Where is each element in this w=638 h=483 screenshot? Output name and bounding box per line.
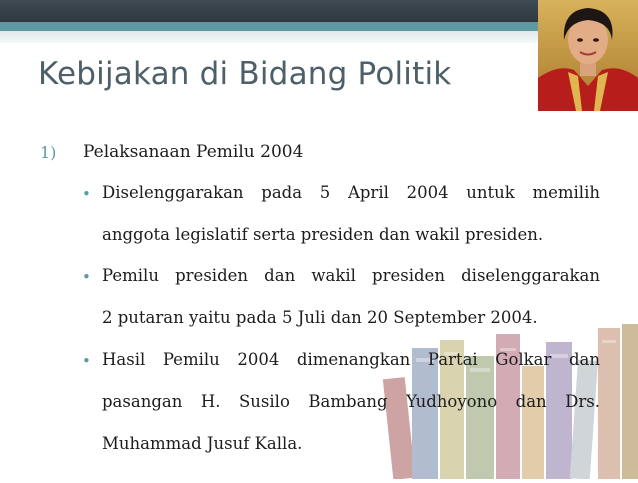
bullet-3-line-2: pasangan H. Susilo Bambang Yudhoyono dan Drs.	[102, 392, 600, 411]
bullet-2-line-2: 2 putaran yaitu pada 5 Juli dan 20 September 2004.	[102, 308, 538, 327]
bullet-1-line-2: anggota legislatif serta presiden dan wakil presiden.	[102, 225, 544, 244]
bullet-marker: •	[82, 185, 91, 203]
bullet-marker: •	[82, 352, 91, 370]
bullet-2-line-1: Pemilu presiden dan wakil presiden diselenggarakan	[102, 266, 600, 285]
bullet-3-line-1: Hasil Pemilu 2004 dimenangkan Partai Golkar dan	[102, 350, 600, 369]
item-number: 1)	[40, 143, 57, 162]
bullet-marker: •	[82, 268, 91, 286]
bullet-3-line-3: Muhammad Jusuf Kalla.	[102, 434, 303, 453]
bullet-1-line-1: Diselenggarakan pada 5 April 2004 untuk memilih	[102, 183, 600, 202]
slide-title: Kebijakan di Bidang Politik	[38, 56, 452, 92]
item-heading: Pelaksanaan Pemilu 2004	[83, 142, 304, 162]
